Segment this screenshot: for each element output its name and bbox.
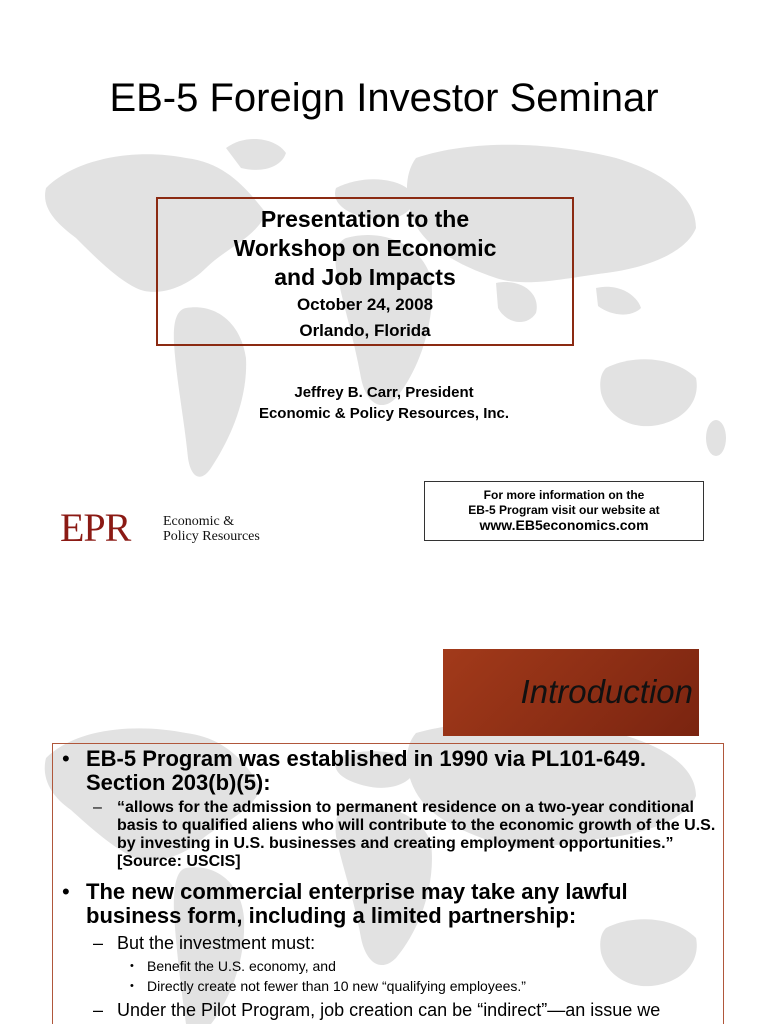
logo-wordmark [163, 514, 260, 544]
introduction-slide [36, 628, 732, 1024]
bullet-list [58, 747, 728, 1021]
bullet-item [58, 880, 728, 928]
sub-sub-bullet-item [58, 956, 728, 976]
sub-sub-bullet-item [58, 976, 728, 996]
bullet-glyph: • [62, 879, 70, 904]
bullet-text: The new commercial enterprise may take any lawful business form, including a limited partnership: [86, 879, 628, 928]
section-title-box [443, 649, 699, 736]
bullet-text: EB-5 Program was established in 1990 via PL101-649. Section 203(b)(5): [86, 746, 647, 795]
website-info-box [424, 481, 704, 541]
epr-logo [60, 505, 290, 550]
bullet-glyph: • [62, 746, 70, 771]
section-title: Introduction [520, 673, 693, 710]
sub-bullet-item [58, 933, 728, 954]
presentation-box [156, 197, 574, 346]
logo-line-2: Policy Resources [163, 529, 260, 544]
sub-sub-bullet-text: Directly create not fewer than 10 new “qualifying employees.” [147, 978, 526, 994]
sub-bullet-text: “allows for the admission to permanent residence on a two-year conditional basis to qualified aliens who will contribute to the economic growth of the U.S. by investing in U.S. businesses and creating employment opportunities.” [Source: USCIS] [117, 799, 716, 870]
sub-bullet-item [58, 1000, 728, 1021]
author-organization: Economic & Policy Resources, Inc. [258, 405, 510, 422]
sub-bullet-text: But the investment must: [117, 933, 316, 953]
presentation-line-3: and Job Impacts [274, 264, 456, 290]
author-name: Jeffrey B. Carr, President [294, 384, 474, 401]
author-block [36, 382, 732, 424]
dash-glyph: – [93, 933, 104, 953]
info-line-1: For more information on the [483, 488, 645, 502]
logo-mark: EPR [60, 505, 131, 550]
slide-title: EB-5 Foreign Investor Seminar [109, 76, 659, 120]
sub-sub-bullet-text: Benefit the U.S. economy, and [147, 958, 336, 974]
logo-line-1: Economic & [163, 514, 235, 529]
bullet-glyph: • [130, 960, 134, 972]
sub-bullet-item [58, 799, 728, 871]
presentation-line-1: Presentation to the [260, 206, 470, 232]
title-slide [36, 38, 732, 558]
sub-bullet-text: Under the Pilot Program, job creation can be “indirect”—an issue we [117, 1000, 661, 1020]
presentation-date: October 24, 2008 [296, 295, 434, 314]
presentation-location: Orlando, Florida [299, 321, 431, 340]
bullet-glyph: • [130, 980, 134, 992]
bullet-item [58, 747, 728, 795]
presentation-line-2: Workshop on Economic [233, 235, 497, 261]
website-link[interactable]: www.EB5economics.com [479, 517, 649, 533]
dash-glyph: – [93, 799, 102, 816]
dash-glyph: – [93, 1000, 104, 1020]
info-line-2: EB-5 Program visit our website at [468, 503, 660, 517]
